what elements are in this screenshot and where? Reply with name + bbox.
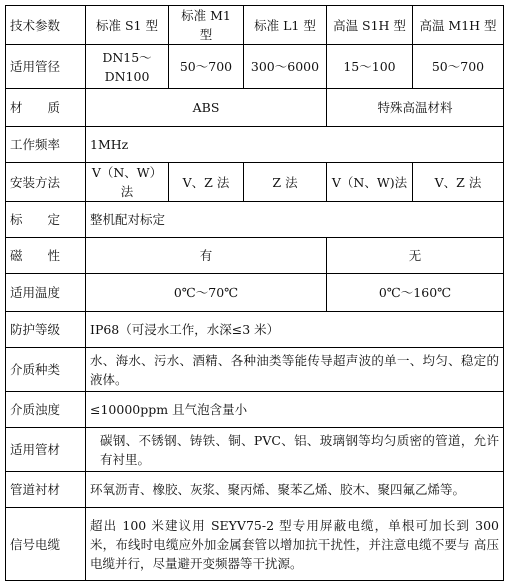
- header-col-m1h: 高温 M1H 型: [413, 6, 504, 45]
- temperature-high-temp: 0℃～160℃: [327, 274, 504, 312]
- install-m1: V、Z 法: [169, 163, 244, 202]
- medium-value: 水、海水、污水、酒精、各种油类等能传导超声波的单一、均匀、稳定的液体。: [86, 348, 504, 392]
- pipe-diameter-m1h: 50～700: [413, 45, 504, 89]
- spec-table: [5, 5, 504, 581]
- cable-value: 超出 100 米建议用 SEYV75-2 型专用屏蔽电缆，单根可加长到 300 米，布线时电缆应外加金属套管以增加抗干扰性，并注意电缆不要与 高压电缆并行，尽量避开变频器等干扰源。: [86, 508, 504, 581]
- header-col-s1h: 高温 S1H 型: [327, 6, 413, 45]
- row-calibration: [6, 202, 504, 238]
- header-label: 技术参数: [6, 6, 86, 45]
- row-pipe-diameter: [6, 45, 504, 89]
- row-label: 适用管径: [6, 45, 86, 89]
- install-s1h: V（N、W)法: [327, 163, 413, 202]
- install-s1: V（N、W）法: [86, 163, 169, 202]
- row-label: 信号电缆: [6, 508, 86, 581]
- protection-value: IP68（可浸水工作，水深≤3 米）: [86, 312, 504, 348]
- row-label: 防护等级: [6, 312, 86, 348]
- row-label: 管道衬材: [6, 472, 86, 508]
- header-row: [6, 6, 504, 45]
- install-l1: Z 法: [244, 163, 327, 202]
- frequency-value: 1MHz: [86, 127, 504, 163]
- temperature-standard: 0℃～70℃: [86, 274, 327, 312]
- row-pipe-material: [6, 428, 504, 472]
- turbidity-value: ≤10000ppm 且气泡含量小: [86, 392, 504, 428]
- pipe-diameter-s1: DN15～DN100: [86, 45, 169, 89]
- row-material: [6, 89, 504, 127]
- row-label: 适用管材: [6, 428, 86, 472]
- calibration-value: 整机配对标定: [86, 202, 504, 238]
- row-frequency: [6, 127, 504, 163]
- pipe-diameter-l1: 300～6000: [244, 45, 327, 89]
- row-label: 介质浊度: [6, 392, 86, 428]
- header-col-s1: 标准 S1 型: [86, 6, 169, 45]
- row-temperature: [6, 274, 504, 312]
- install-m1h: V、Z 法: [413, 163, 504, 202]
- lining-value: 环氧沥青、橡胶、灰浆、聚丙烯、聚苯乙烯、胶木、聚四氟乙烯等。: [86, 472, 504, 508]
- magnetic-high-temp: 无: [327, 238, 504, 274]
- row-label: 介质种类: [6, 348, 86, 392]
- material-standard: ABS: [86, 89, 327, 127]
- pipe-diameter-s1h: 15～100: [327, 45, 413, 89]
- row-label: 安装方法: [6, 163, 86, 202]
- row-label: 工作频率: [6, 127, 86, 163]
- header-col-l1: 标准 L1 型: [244, 6, 327, 45]
- row-magnetic: [6, 238, 504, 274]
- row-medium: [6, 348, 504, 392]
- row-install: [6, 163, 504, 202]
- pipe-material-value: 碳钢、不锈钢、铸铁、铜、PVC、铝、玻璃钢等均匀质密的管道，允许有衬里。: [86, 428, 504, 472]
- row-protection: [6, 312, 504, 348]
- row-cable: [6, 508, 504, 581]
- row-label: 适用温度: [6, 274, 86, 312]
- row-label: 标 定: [6, 202, 86, 238]
- material-high-temp: 特殊高温材料: [327, 89, 504, 127]
- row-label: 磁 性: [6, 238, 86, 274]
- magnetic-standard: 有: [86, 238, 327, 274]
- pipe-diameter-m1: 50～700: [169, 45, 244, 89]
- row-turbidity: [6, 392, 504, 428]
- row-lining: [6, 472, 504, 508]
- row-label: 材 质: [6, 89, 86, 127]
- header-col-m1: 标准 M1 型: [169, 6, 244, 45]
